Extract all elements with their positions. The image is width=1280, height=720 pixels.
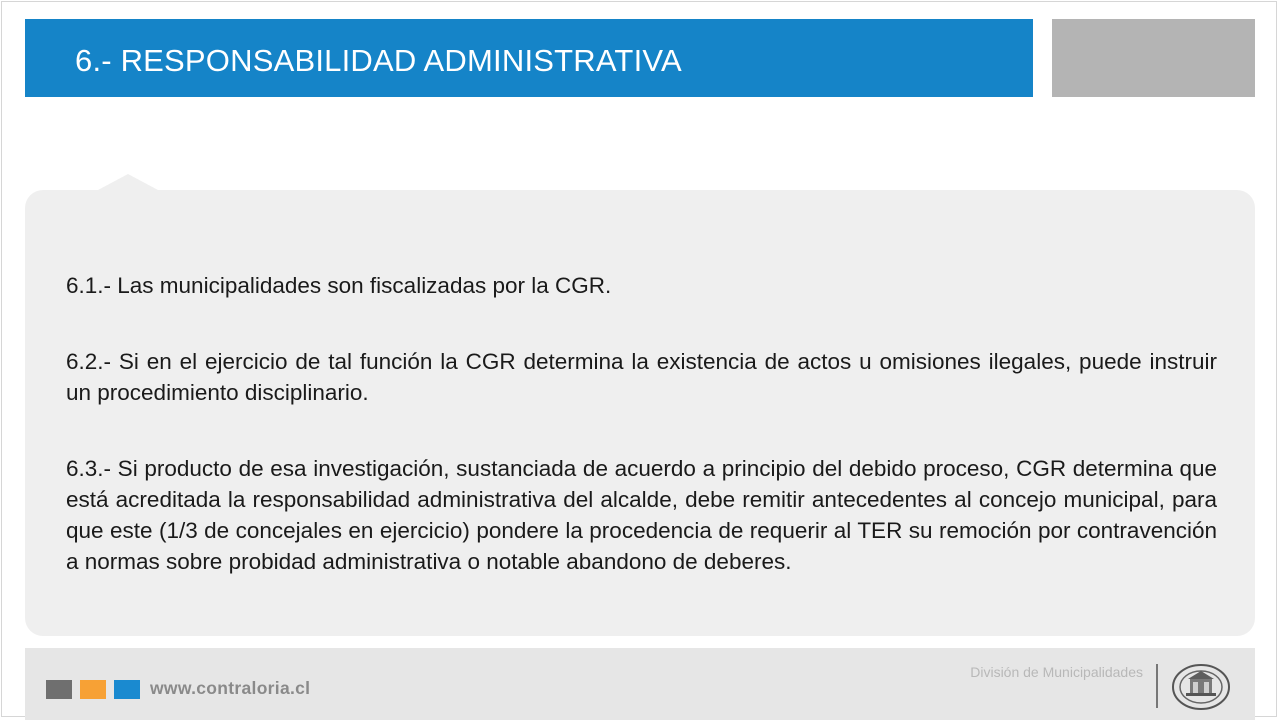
panel-notch — [98, 174, 158, 190]
footer-square-blue — [114, 680, 140, 699]
paragraph-6-1: 6.1.- Las municipalidades son fiscalizadas por la CGR. — [66, 273, 612, 298]
footer-square-orange — [80, 680, 106, 699]
slide-title: 6.- RESPONSABILIDAD ADMINISTRATIVA — [75, 43, 682, 78]
title-bar — [25, 19, 1033, 97]
footer-separator — [1156, 664, 1158, 708]
website-link[interactable]: www.contraloria.cl — [150, 678, 311, 698]
footer-square-gray — [46, 680, 72, 699]
contraloria-seal-icon — [1170, 662, 1232, 712]
paragraph-6-3: 6.3.- Si producto de esa investigación, sustanciada de acuerdo a principio del debido proceso, CGR determina que está acreditada la responsabilidad administrativa del alcalde, debe remitir antecedentes al concejo municipal, para que este (1/3 de concejales en ejercicio) pondere la procedencia de requerir al TER su remoción por contravención a normas sobre probidad administrativa o notable abandono de deberes. — [66, 456, 1217, 574]
division-label: División de Municipalidades — [970, 664, 1143, 680]
header-gray-block — [1052, 19, 1255, 97]
paragraph-6-2: 6.2.- Si en el ejercicio de tal función la CGR determina la existencia de actos u omisiones ilegales, puede instruir un procedimiento disciplinario. — [66, 349, 1217, 405]
